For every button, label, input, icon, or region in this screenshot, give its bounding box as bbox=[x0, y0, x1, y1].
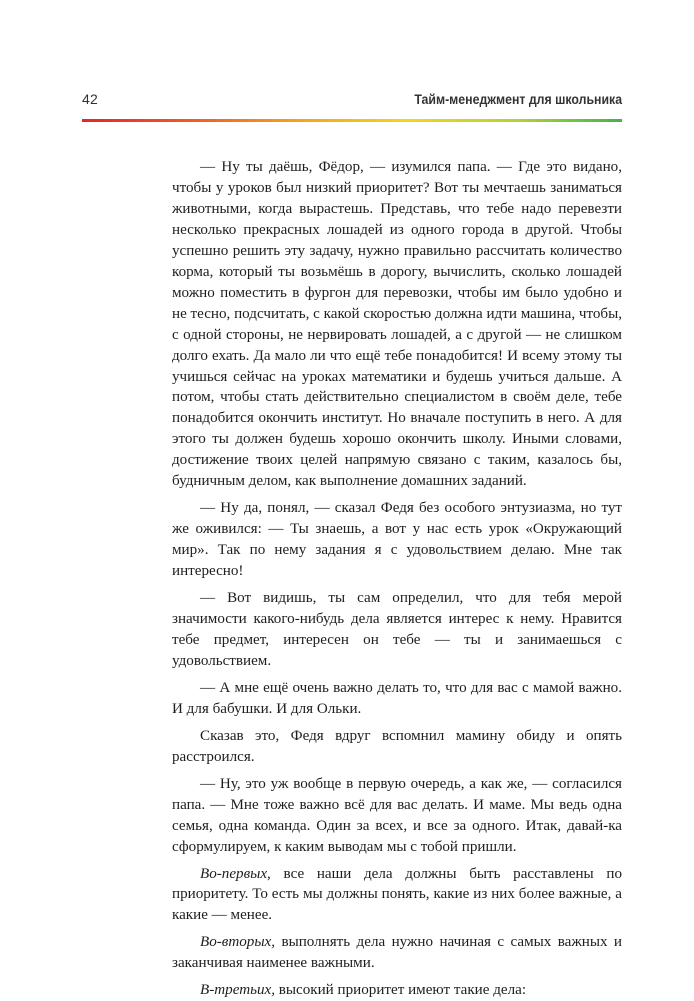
italic-lead: Во-вторых, bbox=[200, 934, 276, 951]
paragraph bbox=[172, 932, 622, 974]
paragraph-text: все наши дела должны быть расставлены по приоритету. То есть мы должны понять, какие из них более важные, а какие — менее. bbox=[172, 865, 622, 924]
paragraph: — Ну, это уж вообще в первую очередь, а как же, — согласился папа. — Мне тоже важно всё для вас делать. И маме. Мы ведь одна семья, одна команда. Один за всех, и все за одного. Итак, давай-ка сформулируем, к каким выводам мы с тобой пришли. bbox=[172, 775, 622, 855]
running-title: Тайм-менеджмент для школьника bbox=[414, 91, 622, 107]
italic-lead: В-третьих, bbox=[200, 982, 275, 999]
page-number: 42 bbox=[82, 91, 98, 107]
italic-lead: Во-первых, bbox=[200, 865, 271, 882]
paragraph: — А мне ещё очень важно делать то, что для вас с мамой важно. И для бабушки. И для Ольки. bbox=[172, 679, 622, 717]
paragraph-text: высокий приоритет имеют такие дела: bbox=[274, 982, 527, 999]
paragraph: Сказав это, Федя вдруг вспомнил мамину обиду и опять расстроился. bbox=[172, 727, 622, 765]
body-text bbox=[172, 157, 622, 1001]
paragraph: — Ну ты даёшь, Фёдор, — изумился папа. — Где это видано, чтобы у уроков был низкий приоритет? Вот ты мечтаешь заниматься животными, когда вырастешь. Представь, что тебе надо перевезти несколько прекрасных лошадей из одного города в другой. Чтобы успешно решить эту задачу, нужно правильно рассчитать количество корма, который ты возьмёшь в дорогу, вычислить, сколько лошадей можно поместить в фургон для перевозки, чтобы им было удобно и не тесно, подсчитать, с какой скоростью должна идти машина, чтобы, с одной стороны, не нервировать лошадей, а с другой — не слишком долго ехать. Да мало ли что ещё тебе понадобится! И всему этому ты учишься сейчас на уроках математики и будешь учиться дальше. А потом, чтобы стать действительно специалистом в своём деле, тебе понадобится окончить институт. Но вначале поступить в него. А для этого ты должен будешь хорошо окончить школу. Иными словами, достижение твоих целей напрямую связано с таким, казалось бы, будничным делом, как выполнение домашних заданий. bbox=[172, 159, 622, 490]
paragraph-text: выполнять дела нужно начиная с самых важных и заканчивая наименее важными. bbox=[172, 934, 622, 972]
header-gradient-rule bbox=[82, 119, 622, 122]
paragraph bbox=[172, 864, 622, 927]
page-header bbox=[82, 91, 622, 115]
paragraph: — Ну да, понял, — сказал Федя без особого энтузиазма, но тут же оживился: — Ты знаешь, а вот у нас есть урок «Окружающий мир». Так по нему задания я с удовольствием делаю. Мне так интересно! bbox=[172, 500, 622, 580]
paragraph: — Вот видишь, ты сам определил, что для тебя мерой значимости какого-нибудь дела является интерес к нему. Нравится тебе предмет, интересен он тебе — ты и занимаешься с удовольствием. bbox=[172, 590, 622, 669]
paragraph bbox=[172, 980, 622, 1001]
